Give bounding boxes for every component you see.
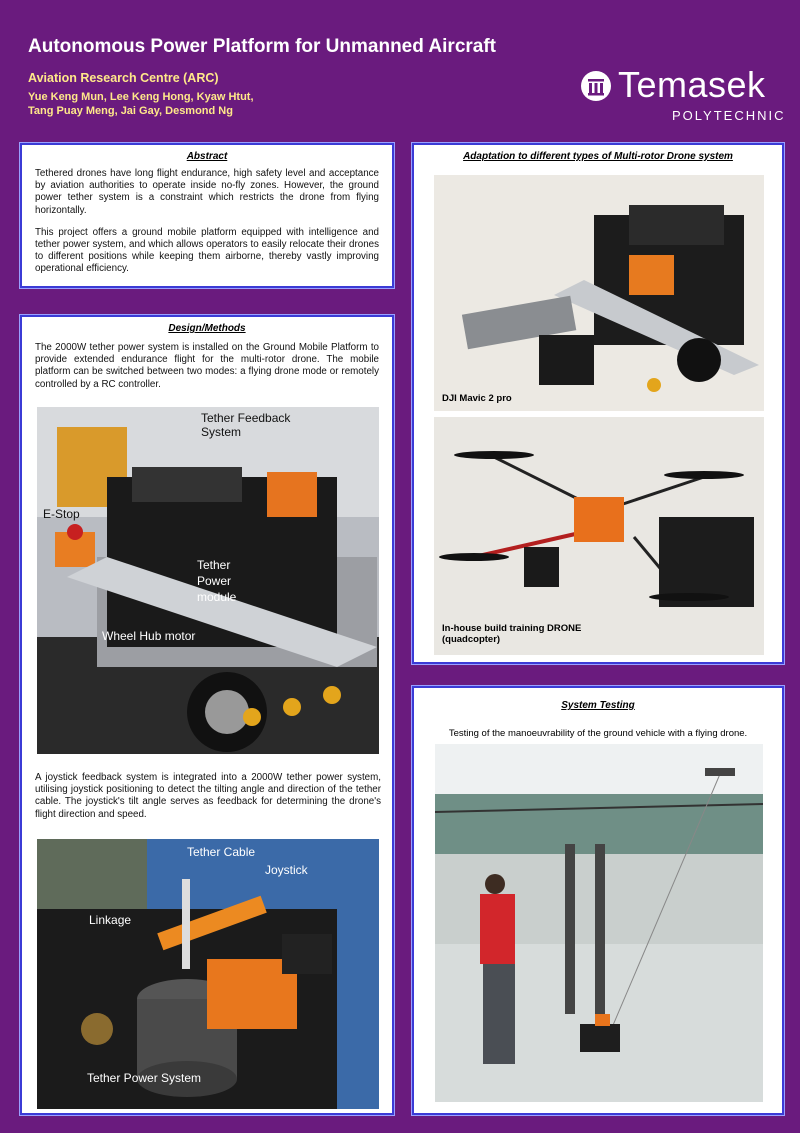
abstract-heading: Abstract — [186, 151, 228, 162]
joystick-photo-graphic — [37, 839, 379, 1109]
caption-quadcopter-line-2: (quadcopter) — [442, 634, 501, 645]
testing-panel — [412, 686, 784, 1115]
design-panel — [20, 315, 394, 1115]
abstract-para-1: Tethered drones have long flight endurance, high safety level and acceptance by aviation authorities to operate inside no-fly zones. However, the ground power tether system is a constraint which restricts the drone from flying horizontally. — [35, 168, 379, 216]
hangar-photo-graphic — [435, 744, 763, 1102]
label-joystick: Joystick — [265, 863, 308, 877]
quadcopter-photo-graphic — [434, 417, 764, 655]
caption-mavic: DJI Mavic 2 pro — [442, 393, 512, 404]
label-tether-cable: Tether Cable — [187, 845, 256, 859]
design-para-1: The 2000W tether power system is installed on the Ground Mobile Platform to provide extended endurance flight for the multi-rotor drone. The mobile platform can be switched between two modes: a flying drone mode or remotely controlled by a RC controller. — [35, 342, 379, 390]
authors-line-2: Tang Puay Meng, Jai Gay, Desmond Ng — [28, 105, 233, 117]
testing-text: Testing of the manoeuvrability of the ground vehicle with a flying drone. — [448, 728, 748, 739]
label-linkage: Linkage — [89, 913, 132, 927]
quadcopter-photo — [434, 417, 764, 655]
caption-quadcopter-line-1: In-house build training DRONE — [442, 623, 582, 634]
authors — [28, 90, 288, 118]
design-heading: Design/Methods — [168, 323, 246, 334]
adaptation-heading: Adaptation to different types of Multi-rotor Drone system — [463, 151, 733, 162]
design-para-2: A joystick feedback system is integrated into a 2000W tether power system, utilising joystick positioning to detect the tilting angle and direction of the tether cable. The joystick's tilt angle serves as feedback for determining the drone's flight direction and speed. — [35, 772, 381, 820]
caption-quadcopter — [442, 623, 581, 645]
abstract-panel — [20, 143, 394, 288]
poster-title: Autonomous Power Platform for Unmanned Aircraft — [28, 36, 496, 57]
label-tether-power: Tether Power module — [197, 558, 237, 604]
mavic-photo — [434, 175, 764, 411]
label-tether-feedback: Tether Feedback System — [201, 411, 291, 439]
adaptation-panel — [412, 143, 784, 664]
hangar-photo — [435, 744, 763, 1102]
authors-line-1: Yue Keng Mun, Lee Keng Hong, Kyaw Htut, — [28, 91, 254, 103]
abstract-para-2: This project offers a ground mobile platform equipped with intelligence and tether power system, and which allows operators to easily relocate their drones to different positions while keeping them airborne, thereby vastly improving operational efficiency. — [35, 226, 379, 275]
temasek-logo — [580, 62, 790, 124]
label-wheel-hub: Wheel Hub motor — [102, 629, 196, 643]
label-tether-power-system: Tether Power System — [87, 1071, 202, 1085]
label-estop: E-Stop — [43, 507, 80, 521]
logo-sub: POLYTECHNIC — [672, 108, 786, 123]
platform-photo — [37, 407, 379, 754]
testing-heading: System Testing — [561, 700, 635, 711]
temasek-emblem-icon — [580, 70, 612, 102]
poster-subtitle: Aviation Research Centre (ARC) — [28, 71, 219, 85]
mavic-photo-graphic — [434, 175, 764, 411]
logo-word: Temasek — [618, 64, 766, 105]
joystick-photo — [37, 839, 379, 1109]
